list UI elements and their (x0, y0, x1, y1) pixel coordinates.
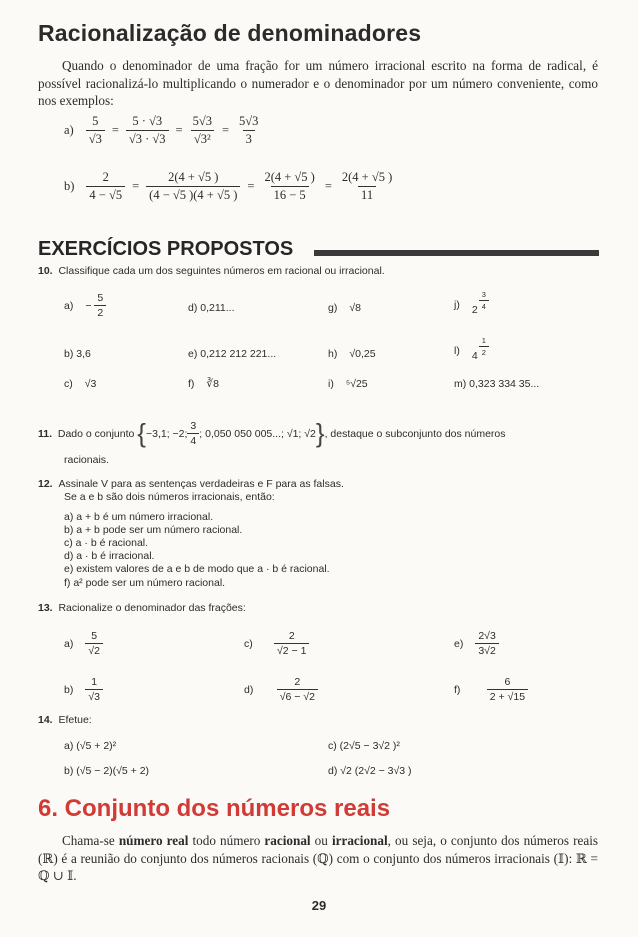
section-title-real-numbers: 6. Conjunto dos números reais (38, 795, 391, 822)
fraction-denominator: 16 − 5 (271, 186, 309, 203)
set-fraction (187, 420, 199, 447)
item-value: ∛8 (206, 378, 219, 390)
item-label: a) (64, 299, 74, 312)
power-base: 4 (471, 350, 478, 362)
set-elements-part1: −3,1; −2; (145, 427, 188, 440)
fraction-numerator: 5 (91, 630, 98, 642)
q12-item: e) existem valores de a e b de modo que a · b é racional. (64, 563, 330, 575)
question-number: 14. (38, 714, 53, 726)
fraction-numerator: 2(4 + √5 ) (168, 170, 219, 184)
fraction (94, 292, 106, 319)
bold-term: irracional (331, 833, 388, 848)
q13-item-e (454, 630, 499, 657)
bold-term: número real (118, 833, 189, 848)
fraction-numerator: 5 (92, 114, 99, 128)
fraction (85, 630, 103, 657)
q10-item-e: e) 0,212 212 221... (188, 348, 277, 360)
item-value: ⁵√25 (345, 378, 368, 390)
set-elements-part2: ; 0,050 050 005...; √1; √2 (199, 427, 316, 440)
fraction-denominator: 3 (243, 130, 255, 147)
example-a-fraction-3 (190, 114, 215, 147)
paragraph-text: , ou seja, o conjunto dos números reais (ℝ) é a reunião do conjunto dos números racionais (ℚ) com o conjunto dos números irracionais (𝕀): ℝ = ℚ ∪ 𝕀. (38, 833, 598, 883)
example-b-fraction-3 (261, 170, 317, 203)
item-label: f) (454, 683, 461, 696)
fraction-numerator: 5 · √3 (132, 114, 163, 128)
item-label: j) (454, 299, 460, 311)
q12-item: a) a + b é um número irracional. (64, 511, 214, 523)
fraction-denominator: √6 − √2 (277, 689, 318, 703)
bold-term: racional (264, 833, 311, 848)
fraction-numerator: 1 (481, 335, 486, 345)
fraction (265, 676, 329, 703)
item-label: h) (328, 348, 338, 360)
paragraph-text: todo número (188, 833, 265, 848)
power-base: 2 (471, 304, 478, 316)
fraction-denominator: √2 − 1 (274, 643, 309, 657)
fraction-numerator: 5 (97, 292, 104, 304)
real-numbers-paragraph (38, 832, 598, 885)
example-a-label: a) (64, 123, 74, 137)
question-number: 12. (38, 478, 53, 490)
fraction-denominator: 11 (358, 186, 376, 203)
equals-sign: = (111, 123, 119, 137)
paragraph-text: ou (310, 833, 332, 848)
fraction-denominator: √3 (85, 689, 103, 703)
q10-item-m: m) 0,323 334 35... (454, 378, 540, 390)
intro-paragraph (38, 57, 598, 110)
q10-item-j (454, 289, 489, 316)
fraction-denominator: 4 − √5 (86, 186, 125, 203)
fraction (265, 630, 319, 657)
q12-item: b) a + b pode ser um número racional. (64, 524, 243, 536)
minus-sign: − (85, 299, 92, 312)
example-b-label: b) (64, 179, 75, 193)
q10-statement (38, 265, 385, 279)
fraction-denominator: √3 (86, 130, 105, 147)
q12-item: f) a² pode ser um número racional. (64, 577, 226, 589)
equals-sign: = (221, 123, 230, 137)
section-title-rationalization: Racionalização de denominadores (38, 20, 422, 46)
paragraph-text: Chama-se (62, 833, 119, 848)
fraction-denominator: √2 (85, 643, 103, 657)
item-value: √3 (84, 378, 97, 390)
fraction-numerator: 5√3 (239, 114, 259, 128)
fraction-denominator: 3√2 (475, 643, 498, 657)
question-number: 11. (38, 427, 53, 440)
fraction-denominator: 4 (479, 300, 489, 311)
exercises-title-bar (314, 250, 599, 256)
fraction-numerator: 2√3 (478, 630, 496, 642)
fraction-numerator: 5√3 (192, 114, 212, 128)
example-a (64, 114, 261, 147)
example-a-fraction-1 (86, 114, 105, 147)
item-label: e) (454, 637, 464, 650)
question-text: Dado o conjunto (57, 427, 135, 440)
q13-statement (38, 602, 246, 616)
fraction-numerator: 2 (102, 170, 109, 184)
fraction-numerator: 1 (91, 676, 98, 688)
right-brace: } (315, 417, 325, 448)
fraction-denominator: (4 − √5 )(4 + √5 ) (146, 186, 240, 203)
fraction-exponent (479, 290, 489, 311)
q10-item-a (64, 292, 106, 319)
q10-item-d: d) 0,211... (188, 302, 235, 314)
q13-item-d (244, 676, 329, 703)
fraction (472, 676, 542, 703)
item-label: c) (64, 378, 73, 390)
q13-item-f (454, 676, 542, 703)
q14-statement (38, 714, 92, 728)
item-label: i) (328, 378, 334, 390)
q11-statement (38, 417, 506, 448)
q10-item-l (454, 335, 489, 362)
equals-sign: = (324, 179, 332, 193)
example-a-fraction-2 (126, 114, 169, 147)
q10-item-i (328, 378, 368, 390)
q13-item-c (244, 630, 319, 657)
fraction-denominator: 2 (94, 305, 106, 319)
fraction-numerator: 2 (288, 630, 295, 642)
example-b-fraction-1 (86, 170, 125, 203)
item-value: √8 (349, 302, 361, 314)
exercises-title: EXERCÍCIOS PROPOSTOS (38, 238, 294, 260)
q10-item-c (64, 378, 96, 390)
intro-text: Quando o denominador de uma fração for um número irracional escrito na forma de radical, é possível racionalizá-lo multiplicando o numerador e o denominador por um número conveniente, como nos exemplos: (38, 58, 598, 108)
question-number: 10. (38, 265, 53, 277)
left-brace: { (137, 417, 146, 448)
equals-sign: = (132, 179, 140, 193)
item-label: f) (188, 378, 195, 390)
fraction-denominator: 2 (479, 346, 489, 357)
fraction (85, 676, 103, 703)
example-a-fraction-4 (236, 114, 261, 147)
fraction-numerator: 6 (504, 676, 511, 688)
item-value: √0,25 (349, 348, 376, 360)
q14-item-d: d) √2 (2√2 − 3√3 ) (328, 765, 412, 777)
example-b (64, 170, 395, 203)
q12-item: d) a · b é irracional. (64, 550, 155, 562)
q10-item-g (328, 302, 361, 314)
fraction-denominator: √3 · √3 (126, 130, 169, 147)
question-text: Racionalize o denominador das frações: (58, 602, 246, 614)
question-text: Classifique cada um dos seguintes números em racional ou irracional. (58, 265, 385, 277)
fraction-numerator: 3 (190, 420, 197, 432)
item-label: a) (64, 637, 74, 650)
q14-item-c: c) (2√5 − 3√2 )² (328, 740, 400, 752)
item-label: d) (244, 683, 254, 696)
equals-sign: = (175, 123, 183, 137)
q12-item: c) a · b é racional. (64, 537, 149, 549)
fraction-numerator: 2(4 + √5 ) (264, 170, 315, 184)
fraction-denominator: 4 (187, 433, 199, 447)
page-number: 29 (311, 898, 327, 913)
question-text-cont: , destaque o subconjunto dos números (324, 427, 506, 440)
fraction-denominator: √3² (191, 130, 214, 147)
fraction-exponent (479, 336, 489, 357)
q10-item-b: b) 3,6 (64, 348, 91, 360)
item-label: b) (64, 683, 74, 696)
question-text: Efetue: (58, 714, 92, 726)
q12-statement (38, 478, 344, 492)
fraction-denominator: 2 + √15 (487, 689, 528, 703)
question-number: 13. (38, 602, 53, 614)
q13-item-a (64, 630, 103, 657)
fraction (475, 630, 498, 657)
example-b-fraction-4 (339, 170, 395, 203)
fraction-numerator: 2 (294, 676, 301, 688)
q11-continuation: racionais. (64, 454, 109, 466)
q12-subtext: Se a e b são dois números irracionais, então: (64, 491, 275, 503)
q13-item-b (64, 676, 103, 703)
fraction-numerator: 3 (481, 289, 486, 299)
q14-item-b: b) (√5 − 2)(√5 + 2) (64, 765, 150, 777)
fraction-numerator: 2(4 + √5 ) (341, 170, 393, 184)
item-label: c) (244, 637, 253, 650)
q14-item-a: a) (√5 + 2)² (64, 740, 117, 752)
q10-item-f (188, 378, 219, 390)
question-text: Assinale V para as sentenças verdadeiras e F para as falsas. (58, 478, 344, 490)
equals-sign: = (247, 179, 255, 193)
item-label: l) (454, 345, 460, 357)
item-label: g) (328, 302, 338, 314)
example-b-fraction-2 (146, 170, 240, 203)
q10-item-h (328, 348, 376, 360)
